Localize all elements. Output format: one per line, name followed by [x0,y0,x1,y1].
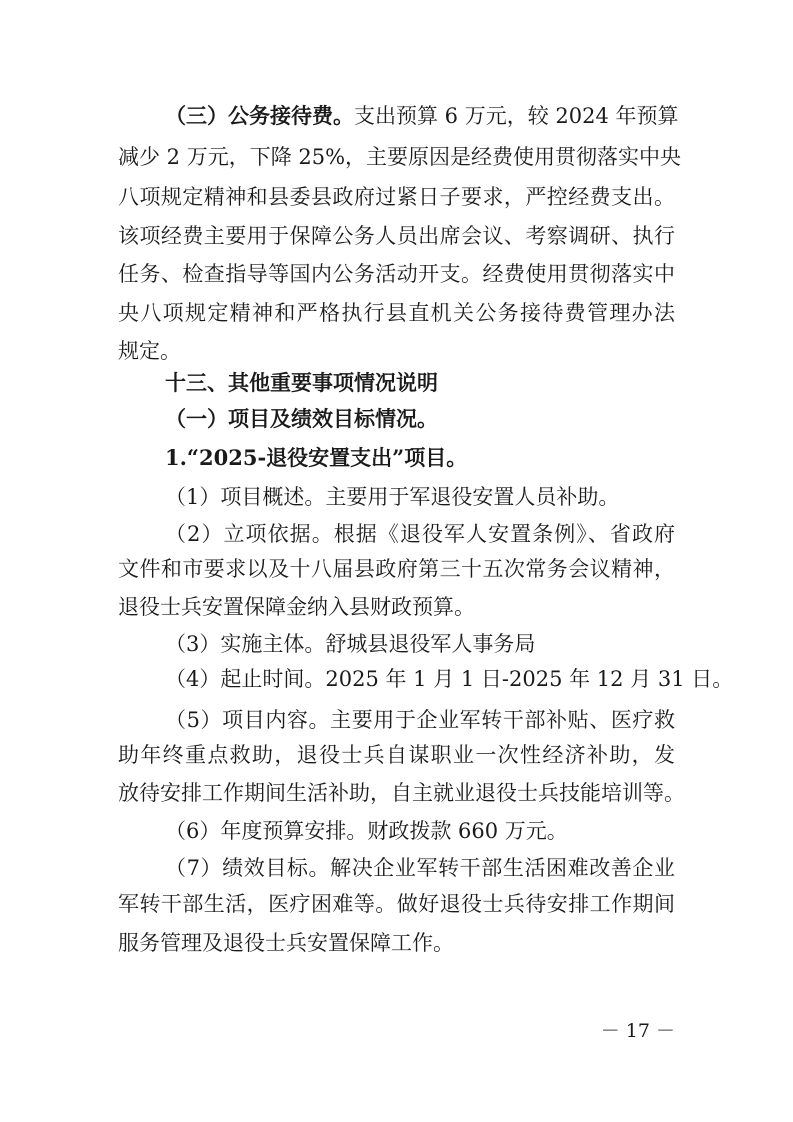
reception-fee-line-2: 减少 2 万元，下降 25%，主要原因是经费使用贯彻落实中央 [118,145,682,169]
reception-fee-line-6: 央八项规定精神和严格执行县直机关公务接待费管理办法 [118,301,675,325]
item-content-line-1: （5）项目内容。主要用于企业军转干部补贴、医疗救 [165,708,675,732]
section-13-title: 十三、其他重要事项情况说明 [165,370,438,395]
reception-fee-line-5: 任务、检查指导等国内公务活动开支。经费使用贯彻落实中 [118,262,675,286]
reception-fee-heading: （三）公务接待费。 [165,103,354,128]
reception-fee-line-1 [165,102,679,130]
item-basis-line-1: （2）立项依据。根据《退役军人安置条例》、省政府 [165,522,675,546]
item-budget: （6）年度预算安排。财政拨款 660 万元。 [165,819,568,843]
subsection-1-title: （一）项目及绩效目标情况。 [165,406,438,431]
item-content-line-3: 放待安排工作期间生活补助，自主就业退役士兵技能培训等。 [118,781,685,805]
item-content-line-2: 助年终重点救助，退役士兵自谋职业一次性经济补助，发 [118,743,675,767]
item-entity: （3）实施主体。舒城县退役军人事务局 [165,632,536,656]
item-target-line-1: （7）绩效目标。解决企业军转干部生活困难改善企业 [165,856,675,880]
item-target-line-3: 服务管理及退役士兵安置保障工作。 [118,931,454,955]
item-basis-line-3: 退役士兵安置保障金纳入县财政预算。 [118,595,475,619]
reception-fee-line-7: 规定。 [118,339,181,363]
item-period: （4）起止时间。2025 年 1 月 1 日-2025 年 12 月 31 日。 [165,667,734,691]
project-1-title: 1.“2025-退役安置支出”项目。 [165,445,468,470]
reception-fee-line-3: 八项规定精神和县委县政府过紧日子要求，严控经费支出。 [118,185,675,209]
item-overview: （1）项目概述。主要用于军退役安置人员补助。 [165,485,620,509]
reception-fee-line-4: 该项经费主要用于保障公务人员出席会议、考察调研、执行 [118,224,675,248]
item-basis-line-2: 文件和市要求以及十八届县政府第三十五次常务会议精神， [118,557,675,581]
page-number: － 17 － [600,1020,675,1042]
reception-fee-line-1-text: 支出预算 6 万元，较 2024 年预算 [354,104,679,128]
item-target-line-2: 军转干部生活，医疗困难等。做好退役士兵待安排工作期间 [118,892,675,916]
